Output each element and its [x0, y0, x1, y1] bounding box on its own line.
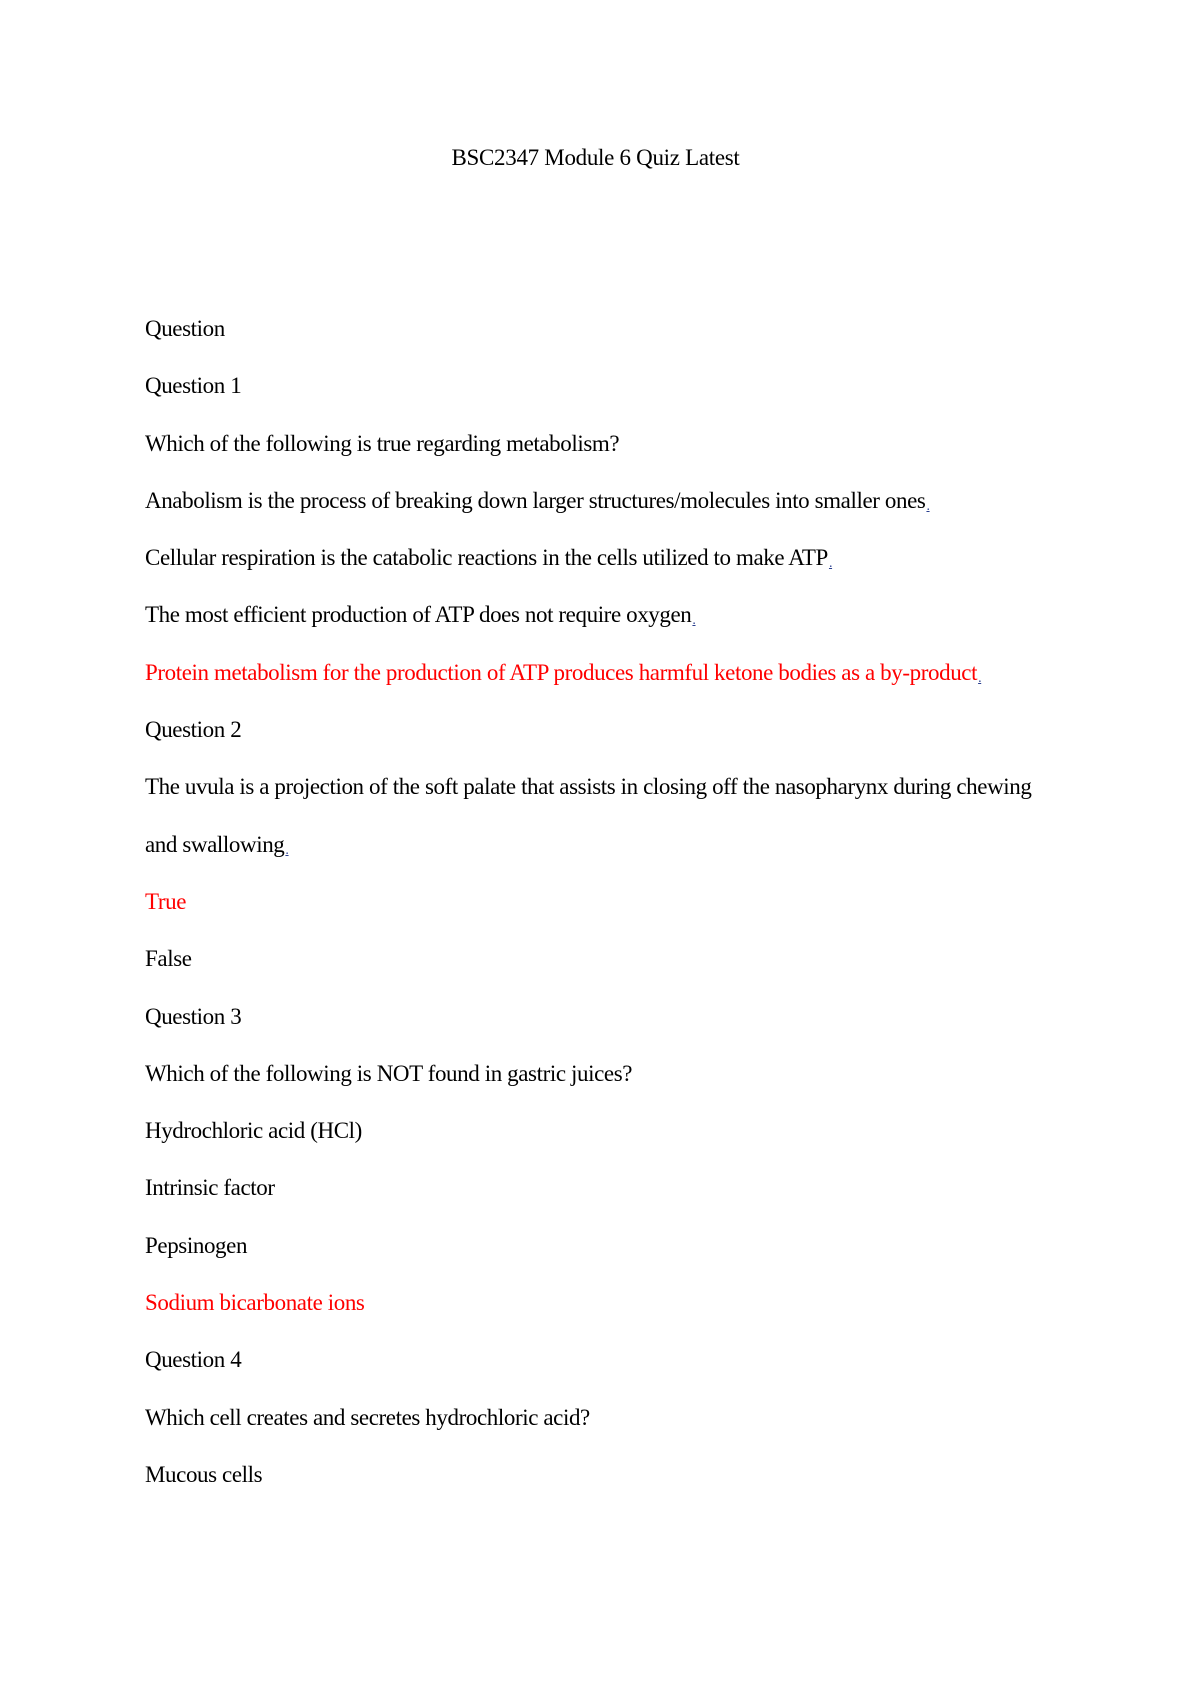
question-label: Question 3: [145, 1003, 242, 1029]
question-label: Question 2: [145, 717, 242, 743]
answer-option: Hydrochloric acid (HCl): [145, 1118, 362, 1144]
period-mark: .: [978, 670, 982, 686]
question-prompt: The uvula is a projection of the soft palate that assists in closing off the nasopharynx during chewing: [145, 774, 1032, 800]
quiz-body: [145, 314, 1065, 1517]
answer-option: Mucous cells: [145, 1461, 263, 1487]
answer-option: The most efficient production of ATP does not require oxygen.: [145, 602, 696, 629]
answer-option: Intrinsic factor: [145, 1175, 275, 1201]
period-mark: .: [828, 556, 833, 572]
question-prompt-continuation: and swallowing.: [145, 831, 289, 858]
correct-answer-option: Protein metabolism for the production of ATP produces harmful ketone bodies as a by-product.: [145, 659, 982, 686]
question-prompt: Which cell creates and secretes hydrochloric acid?: [145, 1404, 590, 1430]
answer-option: Anabolism is the process of breaking down larger structures/molecules into smaller ones.: [145, 487, 930, 514]
correct-answer-option: True: [145, 888, 187, 914]
answer-option: Cellular respiration is the catabolic reactions in the cells utilized to make ATP.: [145, 545, 833, 572]
answer-option: Pepsinogen: [145, 1232, 248, 1258]
period-mark: .: [692, 613, 696, 629]
question-prompt: Which of the following is NOT found in gastric juices?: [145, 1060, 633, 1086]
period-mark: .: [285, 842, 289, 858]
answer-option: False: [145, 946, 192, 972]
question-label: Question 4: [145, 1347, 242, 1373]
period-mark: .: [926, 498, 930, 514]
document-title: BSC2347 Module 6 Quiz Latest: [451, 145, 740, 170]
question-label: Question 1: [145, 373, 242, 399]
question-prompt: Which of the following is true regarding metabolism?: [145, 430, 620, 456]
section-heading: Question: [145, 316, 225, 341]
correct-answer-option: Sodium bicarbonate ions: [145, 1290, 365, 1316]
